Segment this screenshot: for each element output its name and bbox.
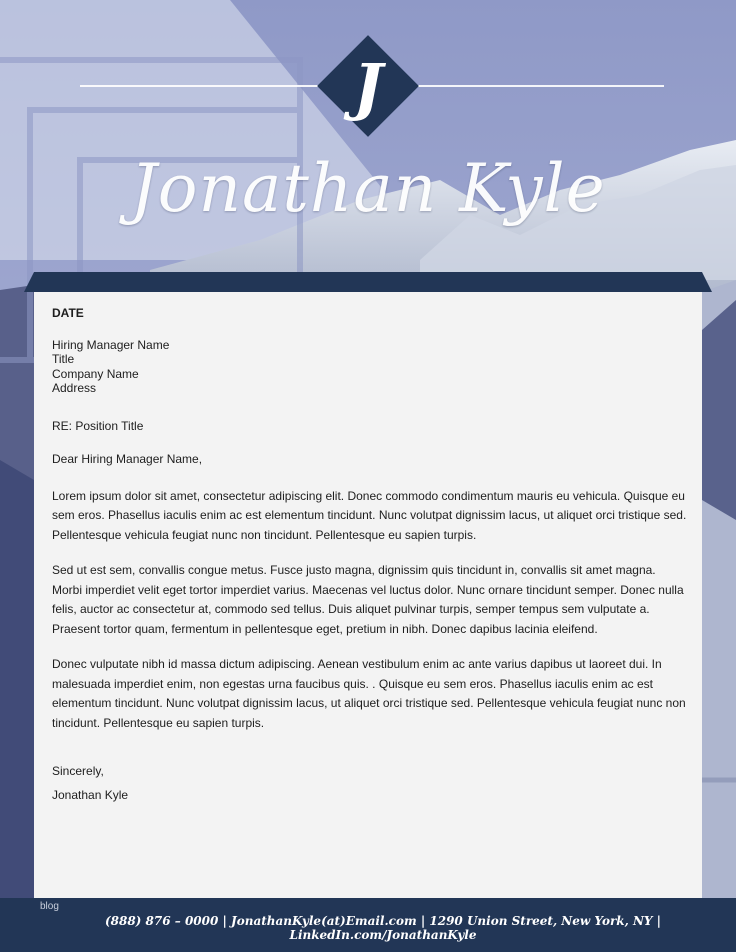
watermark-text: blog bbox=[40, 901, 59, 912]
body-paragraph-1: Lorem ipsum dolor sit amet, consectetur adipiscing elit. Donec commodo condimentum mauris eu vehicula. Quisque eu sem eros. Phasellus iaculis enim ac est elementum tincidunt. Nunc volutpat dignissim lacus, ut aliquet orci tristique sed. Pellentesque vehicula feugiat nunc non tincidunt. Pellentesque eu sapien turpis. bbox=[52, 488, 687, 542]
recipient-block bbox=[52, 338, 688, 396]
closing: Sincerely, bbox=[52, 764, 104, 778]
monogram-letter: J bbox=[353, 49, 383, 123]
monogram-badge bbox=[318, 36, 418, 136]
header-rule-left bbox=[80, 85, 320, 87]
header-rule-right bbox=[416, 85, 664, 87]
subject-line: RE: Position Title bbox=[52, 418, 144, 433]
recipient-company: Company Name bbox=[52, 366, 139, 381]
body-paragraph-2: Sed ut est sem, convallis congue metus. Fusce justo magna, dignissim quis tincidunt in, convallis sit amet magna. Morbi imperdiet velit eget tortor imperdiet varius. Maecenas vel luctus dolor. Nunc ornare tincidunt semper. Donec nulla felis, auctor ac consectetur at, commodo sed tellus. Duis aliquet pulvinar turpis, semper tempus sem vulputate a. Praesent tortor quam, fermentum in pellentesque eget, pretium in nibh. Donec dapibus lacinia eleifend. bbox=[52, 563, 684, 636]
recipient-name: Hiring Manager Name bbox=[52, 337, 170, 352]
signature-name: Jonathan Kyle bbox=[52, 788, 129, 802]
applicant-name: Jonathan Kyle bbox=[130, 150, 606, 227]
recipient-title: Title bbox=[52, 352, 75, 366]
recipient-address: Address bbox=[52, 381, 97, 395]
header-band bbox=[34, 272, 702, 292]
footer-contact-info: (888) 876 – 0000 | JonathanKyle(at)Email.com | 1290 Union Street, New York, NY | LinkedIn.com/JonathanKyle bbox=[104, 914, 662, 942]
body-paragraph-3: Donec vulputate nibh id massa dictum adipiscing. Aenean vestibulum enim ac ante varius dapibus ut laoreet dui. In malesuada imperdiet enim, non egestas urna faucibus quis. . Quisque eu sem eros. Phasellus iaculis enim ac est elementum tincidunt. Nunc volutpat dignissim lacus, ut aliquet orci tristique sed. Pellentesque vehicula feugiat nunc non tincidunt. Pellentesque eu sapien turpis. bbox=[52, 657, 686, 730]
salutation: Dear Hiring Manager Name, bbox=[52, 452, 203, 466]
letter-date: DATE bbox=[52, 306, 84, 320]
letter-body bbox=[52, 306, 688, 807]
closing-block bbox=[52, 759, 688, 807]
